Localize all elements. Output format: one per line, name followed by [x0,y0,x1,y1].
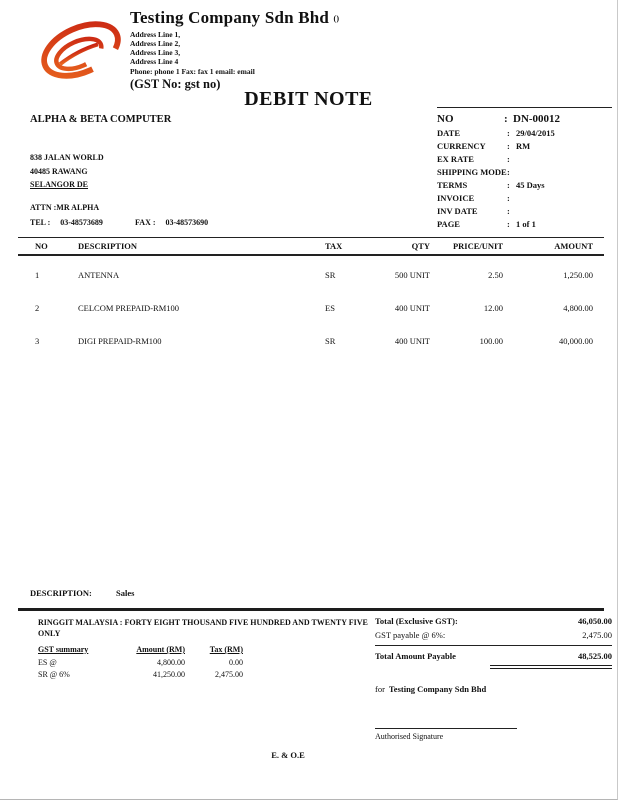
col-amount: AMOUNT [554,241,593,251]
for-company-name: Testing Company Sdn Bhd [388,684,487,694]
gst-value: 2,475.00 [582,630,612,640]
company-address-line3: Address Line 3, [130,48,181,57]
info-row-shipping-mode: SHIPPING MODE : [437,167,510,177]
customer-block [30,114,360,125]
company-block [130,8,460,92]
table-row: 2 CELCOM PREPAID-RM100 ES 400 UNIT 12.00 4,800.00 [35,303,593,313]
gst-summary-row: ES @ 4,800.00 0.00 [38,657,243,667]
gst-label: GST payable @ 6%: [375,630,446,640]
customer-address [30,151,104,192]
gst-summary-header [38,644,243,657]
signature-label: Authorised Signature [375,732,444,741]
table-row: 3 DIGI PREPAID-RM100 SR 400 UNIT 100.00 40,000.00 [35,336,593,346]
customer-address-line3: SELANGOR DE [30,180,89,189]
col-price-unit: PRICE/UNIT [452,241,503,251]
info-row-inv-date: INV DATE : [437,206,510,216]
info-row-invoice: INVOICE : [437,193,510,203]
total-row [375,645,612,663]
subtotal-label: Total (Exclusive GST): [375,616,458,626]
document-title: DEBIT NOTE [244,88,373,110]
col-description: DESCRIPTION [78,241,138,251]
info-row-date: DATE : 29/04/2015 [437,128,555,138]
col-qty: QTY [411,241,430,251]
gst-col-code: GST summary [38,645,89,654]
company-address-line2: Address Line 2, [130,39,181,48]
eoe-note: E. & O.E [271,750,305,760]
info-row-currency: CURRENCY : RM [437,141,531,151]
company-name-suffix: () [333,14,340,23]
items-table-header [18,237,604,256]
for-company-line [375,684,486,694]
for-label: for [375,684,385,694]
info-row-terms: TERMS : 45 Days [437,180,545,190]
total-double-underline [490,665,612,669]
table-row: 1 ANTENNA SR 500 UNIT 2.50 1,250.00 [35,270,593,280]
gst-summary-table [38,644,243,682]
description-value: Sales [116,588,135,598]
company-gst-line: (GST No: gst no) [130,77,221,91]
company-address-line1: Address Line 1, [130,30,181,39]
fax-value: 03-48573690 [165,218,209,227]
gst-col-amount: Amount (RM) [136,645,185,654]
customer-address-line2: 40485 RAWANG [30,166,88,176]
col-tax: TAX [325,241,343,251]
fax-label: FAX : [135,218,156,227]
tel-value: 03-48573689 [60,218,103,227]
tel-label: TEL : [30,218,51,227]
gst-col-tax: Tax (RM) [209,645,243,654]
document-info-panel [437,107,612,231]
subtotal-row [375,614,612,628]
total-label: Total Amount Payable [375,651,456,661]
customer-name: ALPHA & BETA COMPUTER [30,114,172,125]
info-row-no: NO : DN-00012 [437,113,561,125]
customer-address-line1: 838 JALAN WORLD [30,153,104,162]
subtotal-value: 46,050.00 [578,616,612,626]
company-name: Testing Company Sdn Bhd () [130,8,340,27]
customer-telfax [30,218,209,227]
customer-attn: ATTN :MR ALPHA [30,203,100,212]
items-table [18,237,604,346]
description-label: DESCRIPTION: [30,588,92,598]
totals-block [375,614,612,669]
company-address [130,30,460,66]
gst-row [375,628,612,642]
company-address-line4: Address Line 4 [130,57,179,66]
company-contact-line: Phone: phone 1 Fax: fax 1 email: email [130,67,255,76]
gst-summary-row: SR @ 6% 41,250.00 2,475.00 [38,670,243,679]
fax-group [135,218,208,227]
col-no: NO [35,241,48,251]
company-logo-icon [36,10,126,90]
footer-divider [18,608,604,611]
description-line [30,588,134,598]
amount-in-words: RINGGIT MALAYSIA : FORTY EIGHT THOUSAND FIVE HUNDRED AND TWENTY FIVE ONLY [38,618,368,638]
info-row-page: PAGE : 1 of 1 [437,219,536,229]
authorised-signature [375,728,517,741]
total-value: 48,525.00 [578,651,612,661]
info-row-exrate: EX RATE : [437,154,510,164]
